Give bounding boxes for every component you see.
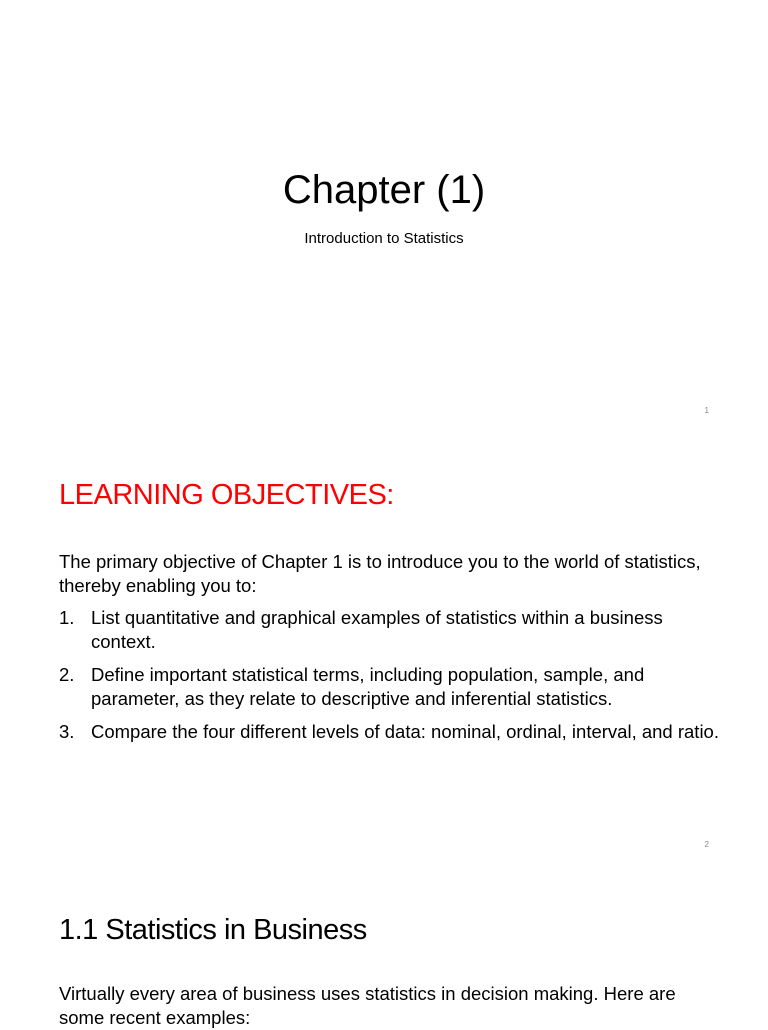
list-item-text: List quantitative and graphical examples of statistics within a business context.	[91, 607, 663, 652]
slide-number: 2	[704, 840, 709, 849]
section-heading: 1.1 Statistics in Business	[59, 914, 367, 946]
list-item-text: Define important statistical terms, including population, sample, and parameter, as they relate to descriptive and inferential statistics.	[91, 664, 645, 709]
title-slide	[0, 0, 768, 432]
slide-number: 1	[704, 406, 709, 415]
objectives-list	[59, 606, 719, 753]
list-item	[59, 663, 719, 711]
list-item	[59, 720, 719, 744]
list-item-number: 1.	[59, 607, 75, 628]
section-body: Virtually every area of business uses statistics in decision making. Here are some recent examples:	[59, 983, 676, 1028]
chapter-title: Chapter (1)	[282, 168, 486, 212]
objectives-heading: LEARNING OBJECTIVES:	[59, 479, 394, 511]
chapter-subtitle: Introduction to Statistics	[304, 230, 464, 247]
statistics-in-business-slide	[0, 864, 768, 1028]
objectives-intro: The primary objective of Chapter 1 is to introduce you to the world of statistics, thereby enabling you to:	[59, 551, 701, 596]
list-item-number: 3.	[59, 721, 75, 742]
list-item-text: Compare the four different levels of data: nominal, ordinal, interval, and ratio.	[91, 721, 719, 742]
list-item	[59, 606, 719, 654]
objectives-slide	[0, 432, 768, 864]
list-item-number: 2.	[59, 664, 75, 685]
